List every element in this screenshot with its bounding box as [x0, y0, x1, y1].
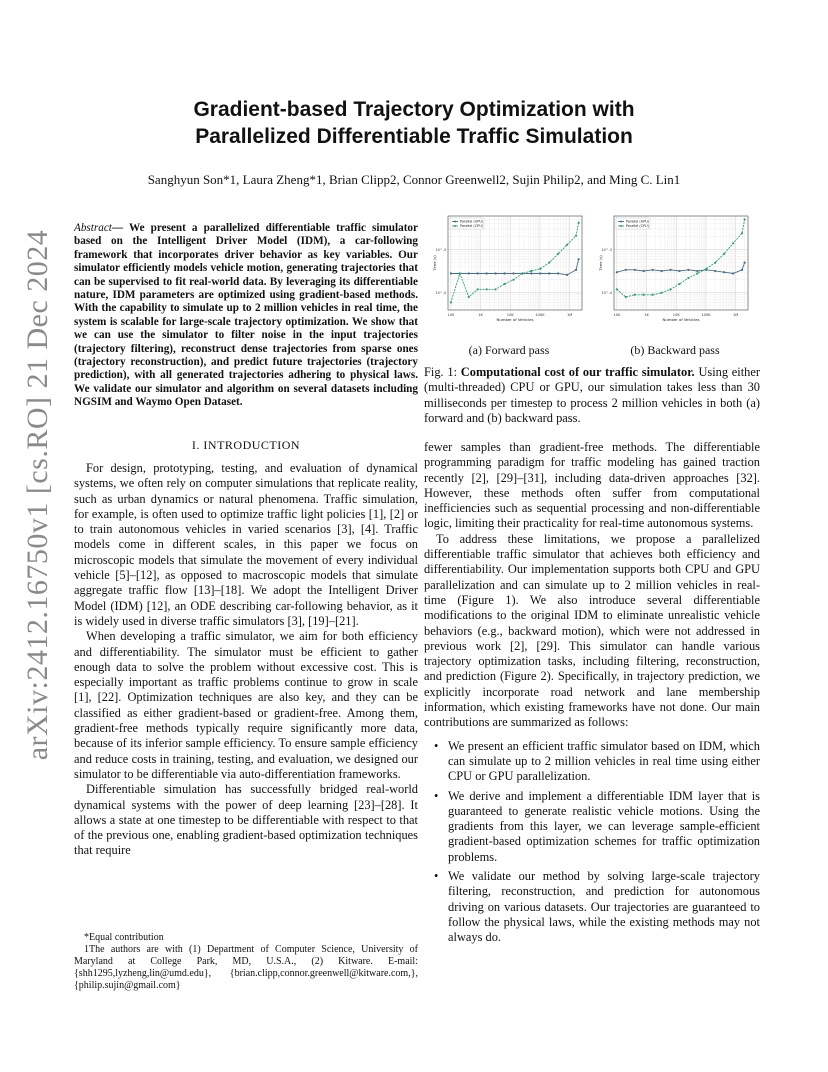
contribution-list [424, 739, 760, 946]
data-point [494, 272, 496, 274]
data-point [575, 235, 577, 237]
legend-marker [454, 225, 456, 227]
paper-title [80, 96, 748, 150]
data-point [566, 244, 568, 246]
data-point [578, 258, 580, 260]
data-point [741, 232, 743, 234]
legend-marker [620, 221, 622, 223]
data-point [744, 218, 746, 220]
abstract-text: We present a parallelized differentiable traffic simulator based on the Intelligent Driver Model (IDM), a car-following framework that incorporates driver behavior as key variables. Our simulator efficiently models vehicle motion, generating trajectories that can be supervised to fit real-world data. By leveraging its differentiable nature, IDM parameters are optimized using gradient-based methods. With the capability to simulate up to 2 million vehicles in real time, the system is scalable for large-scale trajectory optimization. We show that we can use the simulator to filter noise in the input trajectories (trajectory filtering), reconstruct dense trajectories from sparse ones (trajectory reconstruction), and predict future trajectories (trajectory prediction), with all generated trajectories adhering to physical laws. We validate our simulator and algorithm on several datasets including NGSIM and Waymo Open Dataset. [74, 222, 418, 409]
data-point [634, 269, 636, 271]
section-heading-introduction: I. INTRODUCTION [191, 438, 301, 452]
data-point [634, 294, 636, 296]
data-point [660, 292, 662, 294]
data-point [714, 262, 716, 264]
data-point [548, 272, 550, 274]
footnote-affiliations: 1The authors are with (1) Department of Computer Science, University of Maryland at College Park, MD, U.S.A., (2) Kitware. E-mail: {shh1295,lyzheng,lin@umd.edu}, {brian.clipp,connor.greenwell@kitware.com,}, {philip.sujin@gmail.com} [74, 944, 418, 991]
data-point [652, 294, 654, 296]
data-point [678, 270, 680, 272]
data-point [521, 272, 523, 274]
figure-caption [424, 365, 760, 426]
x-axis-label: Number of Vehicles [662, 317, 700, 322]
paragraph: When developing a traffic simulator, we aim for both efficiency and differentiability. The simulator must be efficient to gather enough data to solve the problem without excessive cost. This is especially important as traffic problems continue to grow in scale [1], [22]. Optimization techniques are also key, and they can be classified as either gradient-based or gradient-free. Among them, gradient-free methods typically require significantly more data, because of its inferior sample efficiency. To ensure sample efficiency and reduce costs in training, testing, and evaluation, we designed our simulator to be differentiable via auto-differentiation frameworks. [74, 629, 418, 781]
footnotes [74, 932, 418, 992]
chart-backward-pass [596, 212, 754, 324]
data-point [575, 269, 577, 271]
arxiv-id: arXiv:2412.16750v1 [cs.RO] 21 Dec 2024 [21, 229, 54, 761]
subcaption-a: (a) Forward pass [468, 343, 550, 357]
data-point [539, 272, 541, 274]
figure-forward-pass [430, 212, 588, 324]
legend-label: Parallel (GPU) [626, 219, 650, 224]
data-point [494, 288, 496, 290]
data-point [530, 270, 532, 272]
y-tick-label: 10^-3 [601, 247, 612, 252]
data-point [530, 272, 532, 274]
data-point [548, 262, 550, 264]
paragraph: For design, prototyping, testing, and evaluation of dynamical systems, we often rely on computer simulations that replicate reality, such as urban dynamics or natural phenomena. Traffic simulation, for example, is often used to optimize traffic light policies [1], [2] or to train autonomous vehicles in varied scenarios [3], [4]. Traffic models come in different scales, in this paper we focus on microscopic models that simulate the movement of every individual vehicle [5]–[12], as opposed to macroscopic models that simulate aggregate traffic flow [13]–[18]. We adopt the Intelligent Driver Model (IDM) [12], an ODE describing car-following behavior, as it is widely used in diverse traffic simulators [3], [19]–[21]. [74, 461, 418, 628]
data-point [477, 288, 479, 290]
data-point [486, 272, 488, 274]
data-point [503, 272, 505, 274]
series-line-cpu [617, 219, 745, 297]
chart-forward-pass [430, 212, 588, 324]
y-tick-label: 10^-4 [435, 291, 446, 296]
abstract: Abstract— We present a parallelized differentiable traffic simulator based on the Intelligent Driver Model (IDM), a car-following framework that incorporates driver behavior as key variables. Our simulator efficiently models vehicle motion, generating trajectories that can be supervised to fit real-world data. By leveraging its differentiable nature, IDM parameters are optimized using gradient-based methods. With the capability to simulate up to 2 million vehicles in real time, the system is scalable for large-scale trajectory optimization. We show that we can use the simulator to filter noise in the input trajectories (trajectory filtering), reconstruct dense trajectories from sparse ones (trajectory reconstruction), and predict future trajectories (trajectory prediction), with all generated trajectories adhering to physical laws. We validate our simulator and algorithm on several datasets including NGSIM and Waymo Open Dataset. [74, 222, 418, 409]
x-tick-label: 100 [447, 313, 455, 317]
data-point [687, 269, 689, 271]
data-point [503, 283, 505, 285]
data-point [652, 269, 654, 271]
title-line-2: Parallelized Differentiable Traffic Simulation [195, 125, 633, 148]
plot-frame [614, 216, 748, 310]
data-point [459, 272, 461, 274]
legend-marker [620, 225, 622, 227]
data-point [732, 272, 734, 274]
data-point [468, 296, 470, 298]
arxiv-sidebar [18, 229, 58, 761]
caption-label: Fig. 1: [424, 365, 458, 379]
data-point [643, 270, 645, 272]
figure-backward-pass [596, 212, 754, 324]
data-point [616, 271, 618, 273]
data-point [468, 272, 470, 274]
data-point [566, 274, 568, 276]
data-point [512, 272, 514, 274]
data-point [477, 272, 479, 274]
data-point [687, 277, 689, 279]
footnote-equal: *Equal contribution [84, 932, 164, 943]
legend-label: Parallel (CPU) [460, 224, 483, 229]
data-point [625, 296, 627, 298]
data-point [539, 268, 541, 270]
x-tick-label: 10K [672, 313, 680, 317]
data-point [732, 242, 734, 244]
y-tick-label: 10^-4 [601, 291, 612, 296]
x-tick-label: 10K [506, 313, 514, 317]
data-point [741, 269, 743, 271]
data-point [512, 279, 514, 281]
data-point [744, 262, 746, 264]
data-point [669, 288, 671, 290]
right-column-body [424, 440, 760, 950]
paragraph: fewer samples than gradient-free methods. The differentiable programming paradigm for traffic modeling has gained traction recently [2], [29]–[31], including data-driven approaches [32]. However, these methods often suffer from computational inefficiencies such as sequential processing and non-differentiable logic, limiting their practicality for real-time autonomous systems. [424, 440, 760, 531]
data-point [557, 272, 559, 274]
subcaption-b: (b) Backward pass [630, 343, 720, 357]
x-tick-label: 100K [701, 313, 711, 317]
data-point [705, 268, 707, 270]
x-tick-label: 1K [478, 313, 483, 317]
legend-label: Parallel (GPU) [460, 219, 484, 224]
x-tick-label: 1K [644, 313, 649, 317]
data-point [643, 294, 645, 296]
x-axis-label: Number of Vehicles [496, 317, 534, 322]
data-point [723, 253, 725, 255]
data-point [714, 270, 716, 272]
data-point [450, 301, 452, 303]
x-tick-label: 100 [613, 313, 621, 317]
legend-marker [454, 221, 456, 223]
list-item: • We validate our method by solving large-scale trajectory filtering, reconstruction, and prediction for autonomous driving on various datasets. Our trajectories are guaranteed to follow the physical laws, while the existing methods may not always do. [424, 869, 760, 945]
caption-bold: Computational cost of our traffic simulator. [460, 365, 695, 379]
y-axis-label: Time (s) [598, 255, 603, 271]
left-column-body [74, 461, 418, 859]
data-point [696, 272, 698, 274]
caption-text: Using either (multi-threaded) CPU or GPU, our simulation takes less than 30 milliseconds per timestep to process 2 million vehicles in both (a) forward and (b) backward pass. [424, 365, 760, 425]
data-point [696, 270, 698, 272]
title-line-1: Gradient-based Trajectory Optimization with [193, 98, 635, 121]
data-point [616, 288, 618, 290]
paragraph: To address these limitations, we propose a parallelized differentiable traffic simulator that achieves both efficiency and differentiability. Our implementation supports both CPU and GPU parallelization and can simulate up to 2 million vehicles in real-time (Figure 1). We also introduce several differentiable modifications to the original IDM to eliminate unrealistic vehicle behaviors (e.g., backward motion), which were not addressed in previous work [2], [29]. This simulator can handle various trajectory optimization tasks, including filtering, reconstruction, and prediction (Figure 2). Specifically, in trajectory prediction, we explicitly incorporate road network and lane membership information, which existing frameworks have not done. Our main contributions are summarized as follows: [424, 531, 760, 730]
data-point [669, 269, 671, 271]
data-point [678, 283, 680, 285]
series-line-gpu [617, 263, 745, 274]
data-point [723, 271, 725, 273]
abstract-label: Abstract [74, 222, 112, 234]
x-tick-label: 1M [732, 313, 739, 317]
y-axis-label: Time (s) [432, 255, 437, 271]
x-tick-label: 1M [566, 313, 573, 317]
x-tick-label: 100K [535, 313, 545, 317]
list-item: • We present an efficient traffic simulator based on IDM, which can simulate up to 2 million vehicles in real time using either CPU or GPU parallelization. [424, 739, 760, 785]
data-point [450, 272, 452, 274]
list-item: • We derive and implement a differentiable IDM layer that is guaranteed to generate realistic vehicle motions. Using the gradients from this layer, we can leverage sample-efficient gradient-based optimization schemes for traffic optimization problems. [424, 789, 760, 865]
data-point [578, 222, 580, 224]
y-tick-label: 10^-3 [435, 247, 446, 252]
data-point [557, 253, 559, 255]
paragraph: Differentiable simulation has successfully bridged real-world dynamical systems with the power of deep learning [23]–[28]. It allows a state at one timestep to be differentiable with respect to that of the previous one, enabling gradient-based optimization techniques that require [74, 782, 418, 858]
legend-label: Parallel (CPU) [626, 224, 649, 229]
author-list: Sanghyun Son*1, Laura Zheng*1, Brian Clipp2, Connor Greenwell2, Sujin Philip2, and Ming C. Lin1 [147, 172, 681, 187]
data-point [660, 270, 662, 272]
data-point [486, 288, 488, 290]
data-point [625, 269, 627, 271]
